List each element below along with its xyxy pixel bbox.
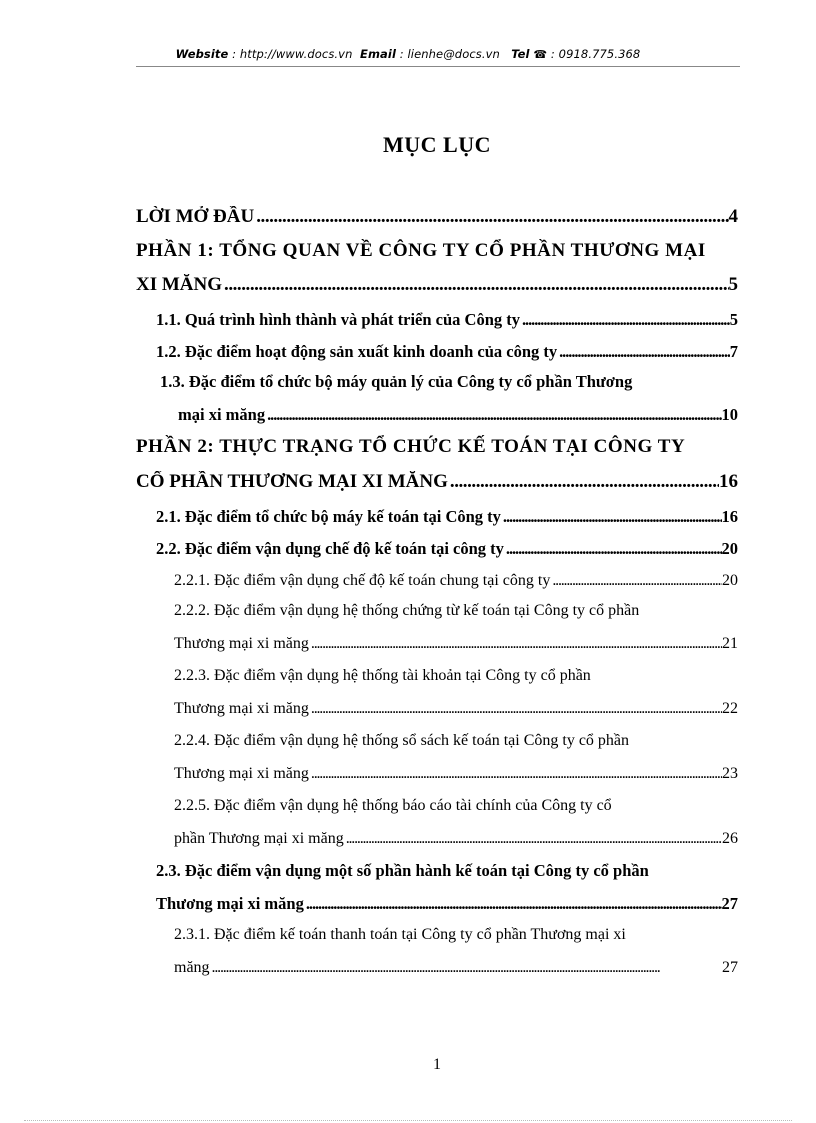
toc-page-number: 20 [722, 572, 738, 589]
toc-page-number: 20 [721, 539, 738, 558]
toc-page-number: 23 [722, 765, 738, 782]
toc-entry-2-2-2-line1[interactable]: 2.2.2. Đặc điểm vận dụng hệ thống chứng từ kế toán tại Công ty cổ phần [174, 602, 640, 619]
toc-entry-part1-line1[interactable]: PHẦN 1: TỔNG QUAN VỀ CÔNG TY CỔ PHẦN THƯƠNG MẠI [136, 240, 706, 261]
toc-page-number: 16 [719, 471, 738, 492]
toc-page-number: 16 [721, 507, 738, 526]
toc-page-number: 21 [722, 635, 738, 652]
toc-page-number: 22 [722, 700, 738, 717]
telephone-icon: ☎ [533, 48, 548, 61]
toc-page-number: 4 [728, 206, 738, 227]
toc-entry-2-1[interactable]: 2.1. Đặc điểm tổ chức bộ máy kế toán tại Công ty . . . 16 [156, 507, 738, 527]
toc-entry-2-2-3[interactable]: Thương mại xi măng . . . 22 [174, 700, 738, 718]
email-link[interactable]: lienhe@docs.vn [407, 47, 500, 61]
page-title: MỤC LỤC [383, 132, 491, 157]
toc-page-number: 7 [729, 342, 738, 361]
footer-divider [24, 1120, 792, 1121]
toc-entry-part2-line1[interactable]: PHẦN 2: THỰC TRẠNG TỔ CHỨC KẾ TOÁN TẠI CÔNG TY [136, 436, 686, 457]
toc-page-number: 5 [729, 310, 738, 329]
tel-value: 0918.775.368 [558, 47, 641, 61]
toc-entry-2-2-5[interactable]: phần Thương mại xi măng . . . 26 [174, 830, 738, 848]
toc-entry-1-2[interactable]: 1.2. Đặc điểm hoạt động sản xuất kinh doanh của công ty . . . 7 [156, 342, 738, 362]
toc-entry-2-3-line1[interactable]: 2.3. Đặc điểm vận dụng một số phần hành kế toán tại Công ty cổ phần [156, 861, 649, 880]
toc-page-number: 5 [728, 274, 738, 295]
toc-entry-2-3[interactable]: Thương mại xi măng . . . 27 [156, 894, 738, 914]
toc-entry-2-2-1[interactable]: 2.2.1. Đặc điểm vận dụng chế độ kế toán chung tại công ty . . . 20 [174, 572, 738, 590]
toc-entry-part2[interactable]: CỔ PHẦN THƯƠNG MẠI XI MĂNG . . . 16 [136, 471, 738, 493]
toc-entry-1-3-line1[interactable]: 1.3. Đặc điểm tổ chức bộ máy quản lý của Công ty cổ phần Thương [160, 372, 633, 391]
toc-entry-2-2-3-line1[interactable]: 2.2.3. Đặc điểm vận dụng hệ thống tài khoản tại Công ty cổ phần [174, 667, 591, 684]
toc-entry-intro[interactable]: LỜI MỞ ĐẦU . . . 4 [136, 206, 738, 228]
toc-entry-1-1[interactable]: 1.1. Quá trình hình thành và phát triển của Công ty . . . 5 [156, 310, 738, 330]
toc-page-number: 27 [722, 959, 738, 976]
toc-entry-2-3-1[interactable]: măng . . . 27 [174, 959, 738, 977]
toc-entry-part1[interactable]: XI MĂNG . . . 5 [136, 274, 738, 296]
toc-entry-2-2-4[interactable]: Thương mại xi măng . . . 23 [174, 765, 738, 783]
email-label: Email [360, 47, 396, 61]
toc-entry-2-3-1-line1[interactable]: 2.3.1. Đặc điểm kế toán thanh toán tại Công ty cổ phần Thương mại xi [174, 926, 626, 943]
website-label: Website [175, 47, 229, 61]
toc-entry-2-2[interactable]: 2.2. Đặc điểm vận dụng chế độ kế toán tại công ty . . . 20 [156, 539, 738, 559]
toc-entry-1-3[interactable]: mại xi măng . . . 10 [178, 405, 738, 425]
toc-page-number: 10 [721, 405, 738, 424]
website-link[interactable]: http://www.docs.vn [239, 47, 353, 61]
toc-page-number: 26 [722, 830, 738, 847]
page-header: Website : http://www.docs.vn Email : lienhe@docs.vn Tel ☎ : 0918.775.368 [175, 47, 641, 61]
tel-label: Tel [511, 47, 530, 61]
toc-entry-2-2-4-line1[interactable]: 2.2.4. Đặc điểm vận dụng hệ thống sổ sách kế toán tại Công ty cổ phần [174, 732, 630, 749]
toc-entry-2-2-2[interactable]: Thương mại xi măng . . . 21 [174, 635, 738, 653]
toc-entry-2-2-5-line1[interactable]: 2.2.5. Đặc điểm vận dụng hệ thống báo cáo tài chính của Công ty cổ [174, 797, 612, 814]
toc-page-number: 27 [721, 894, 738, 913]
page-number: 1 [433, 1056, 441, 1073]
